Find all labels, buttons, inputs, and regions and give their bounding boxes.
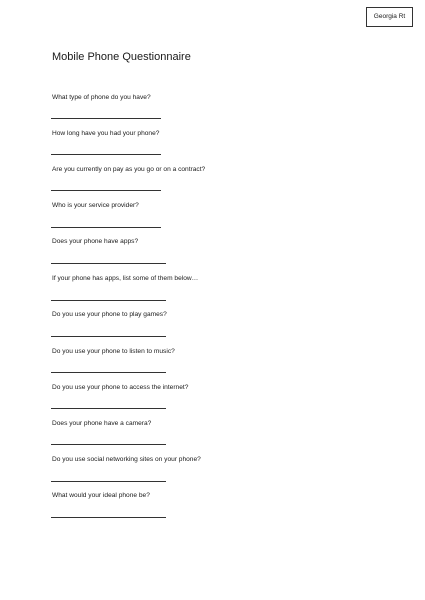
question-7-text: Do you use your phone to play games? bbox=[52, 311, 167, 318]
question-1-text: What type of phone do you have? bbox=[52, 94, 151, 101]
question-8-text: Do you use your phone to listen to music? bbox=[52, 348, 175, 355]
question-5-text: Does your phone have apps? bbox=[52, 238, 139, 245]
answer-line-7[interactable] bbox=[51, 336, 166, 337]
question-9-text: Do you use your phone to access the internet? bbox=[52, 384, 189, 391]
answer-line-5[interactable] bbox=[51, 263, 166, 264]
page-title: Mobile Phone Questionnaire bbox=[52, 51, 191, 63]
answer-line-9[interactable] bbox=[51, 408, 166, 409]
question-10-text: Does your phone have a camera? bbox=[52, 420, 152, 427]
answer-line-3[interactable] bbox=[51, 190, 161, 191]
answer-line-6[interactable] bbox=[51, 300, 166, 301]
answer-line-2[interactable] bbox=[51, 154, 161, 155]
answer-line-1[interactable] bbox=[51, 118, 161, 119]
answer-line-4[interactable] bbox=[51, 227, 161, 228]
question-3-text: Are you currently on pay as you go or on a contract? bbox=[52, 166, 206, 173]
question-2-text: How long have you had your phone? bbox=[52, 130, 160, 137]
answer-line-11[interactable] bbox=[51, 481, 166, 482]
student-name: Georgia Rt bbox=[373, 13, 406, 20]
question-6-text: If your phone has apps, list some of them below… bbox=[52, 275, 199, 282]
answer-line-10[interactable] bbox=[51, 444, 166, 445]
answer-line-12[interactable] bbox=[51, 517, 166, 518]
question-12-text: What would your ideal phone be? bbox=[52, 492, 150, 499]
answer-line-8[interactable] bbox=[51, 372, 166, 373]
question-11-text: Do you use social networking sites on your phone? bbox=[52, 456, 201, 463]
student-name-box bbox=[366, 7, 413, 27]
question-4-text: Who is your service provider? bbox=[52, 202, 139, 209]
